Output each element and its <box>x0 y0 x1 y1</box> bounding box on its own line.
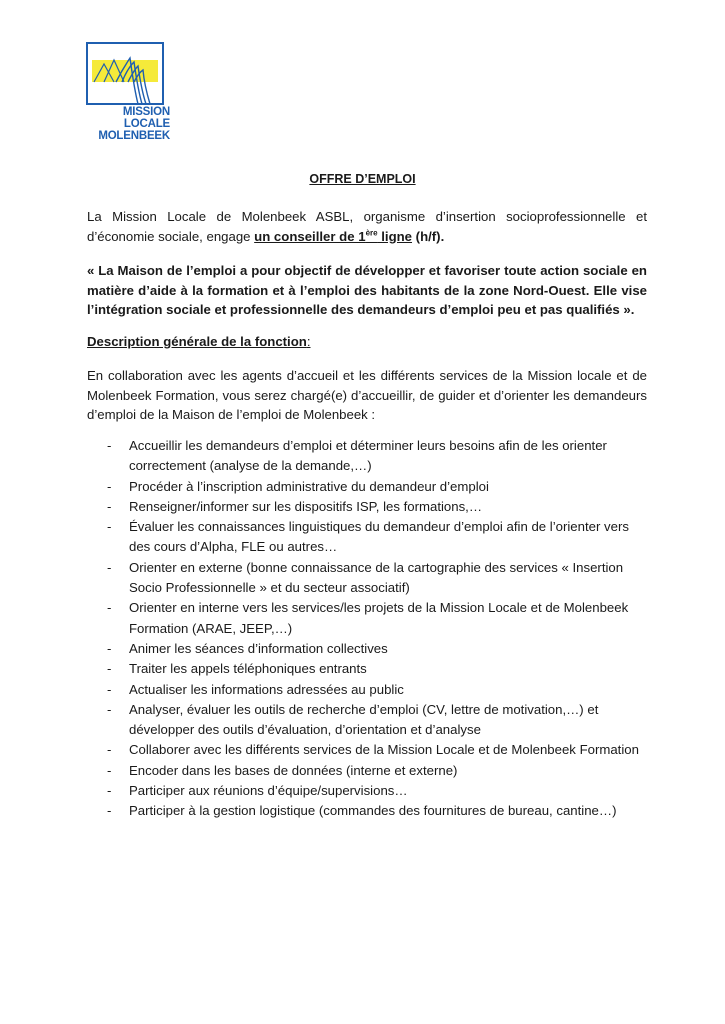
task-item <box>87 659 657 679</box>
job-role-post: ligne <box>377 228 413 244</box>
task-line: des cours d’Alpha, FLE ou autres… <box>129 539 338 555</box>
mission-locale-logo <box>86 42 170 148</box>
bullet-dash: - <box>107 681 112 697</box>
logo-line-1: MISSION <box>122 106 170 118</box>
task-line: Accueillir les demandeurs d’emploi et déterminer leurs besoins afin de les orienter <box>129 438 607 453</box>
intro-text: La Mission Locale de Molenbeek ASBL, organisme d’insertion socioprofessionnelle et d’économie sociale, engage <box>87 209 647 244</box>
job-role <box>254 229 412 244</box>
bullet-dash: - <box>107 701 112 717</box>
bullet-dash: - <box>107 661 112 677</box>
task-item <box>87 761 657 781</box>
task-list <box>87 436 657 822</box>
task-line: Collaborer avec les différents services de la Mission Locale et de Molenbeek Formation <box>129 742 639 758</box>
task-item <box>87 700 657 741</box>
job-role-pre: un conseiller de 1 <box>254 228 366 244</box>
document-title: OFFRE D’EMPLOI <box>309 172 416 186</box>
intro-gender: (h/f). <box>412 228 445 244</box>
section-heading <box>87 332 647 352</box>
logo-graphic <box>86 42 170 106</box>
task-item <box>87 558 657 599</box>
task-line: Évaluer les connaissances linguistiques du demandeur d’emploi afin de l’orienter vers <box>129 519 629 535</box>
task-line: développer des outils d’évaluation, d’orientation et d’analyse <box>129 722 481 738</box>
task-item <box>87 477 657 497</box>
task-item <box>87 740 657 760</box>
task-item <box>87 801 657 821</box>
task-line: Orienter en interne vers les services/les projets de la Mission Locale et de Molenbeek <box>129 600 629 616</box>
task-line: Participer à la gestion logistique (commandes des fournitures de bureau, cantine…) <box>129 803 617 819</box>
task-line: Renseigner/informer sur les dispositifs ISP, les formations,… <box>129 498 483 514</box>
bullet-dash: - <box>107 478 112 494</box>
section-heading-colon: : <box>306 334 311 349</box>
task-item <box>87 781 657 801</box>
task-line: Encoder dans les bases de données (interne et externe) <box>129 762 458 778</box>
task-line: Socio Professionnelle » et du secteur associatif) <box>129 580 410 596</box>
section-heading-text: Description générale de la fonction <box>87 334 307 349</box>
task-item <box>87 639 657 659</box>
task-item <box>87 436 657 477</box>
bullet-dash: - <box>107 559 112 575</box>
logo-line-3: MOLENBEEK <box>98 130 170 142</box>
task-item <box>87 517 657 558</box>
bullet-dash: - <box>107 600 112 616</box>
task-line: Analyser, évaluer les outils de recherche d’emploi (CV, lettre de motivation,…) et <box>129 701 599 717</box>
intro-paragraph <box>87 207 647 246</box>
task-line: Formation (ARAE, JEEP,…) <box>129 620 293 636</box>
bullet-dash: - <box>107 803 112 819</box>
task-item <box>87 680 657 700</box>
logo-line-2: LOCALE <box>123 118 170 130</box>
job-role-sup: ère <box>365 228 378 238</box>
task-line: Procéder à l’inscription administrative du demandeur d’emploi <box>129 478 489 494</box>
task-item <box>87 497 657 517</box>
task-item <box>87 598 657 639</box>
bullet-dash: - <box>107 762 112 778</box>
description-paragraph: En collaboration avec les agents d’accueil et les différents services de la Mission locale et de Molenbeek Formation, vous serez chargé(e) d’accueillir, de guider et d’orienter les demandeurs d’emploi de la Maison de l’emploi de Molenbeek : <box>87 368 647 422</box>
bullet-dash: - <box>107 519 112 535</box>
mission-quote: « La Maison de l’emploi a pour objectif de développer et favoriser toute action sociale en matière d’aide à la formation et à l’emploi des habitants de la zone Nord-Ouest. Elle vise l’intégration sociale et professionnelle des demandeurs d’emploi peu et pas qualifiés ». <box>87 263 647 317</box>
task-line: Orienter en externe (bonne connaissance de la cartographie des services « Insertion <box>129 559 624 575</box>
task-line: Animer les séances d’information collectives <box>129 640 388 656</box>
bullet-dash: - <box>107 498 112 514</box>
logo-wordmark <box>86 106 170 142</box>
task-line: Traiter les appels téléphoniques entrants <box>129 661 367 677</box>
bullet-dash: - <box>107 640 112 656</box>
task-line: correctement (analyse de la demande,…) <box>129 458 372 474</box>
bullet-dash: - <box>107 438 112 453</box>
bullet-dash: - <box>107 742 112 758</box>
task-line: Actualiser les informations adressées au public <box>129 681 404 697</box>
bullet-dash: - <box>107 783 112 799</box>
task-line: Participer aux réunions d’équipe/supervisions… <box>129 783 408 799</box>
